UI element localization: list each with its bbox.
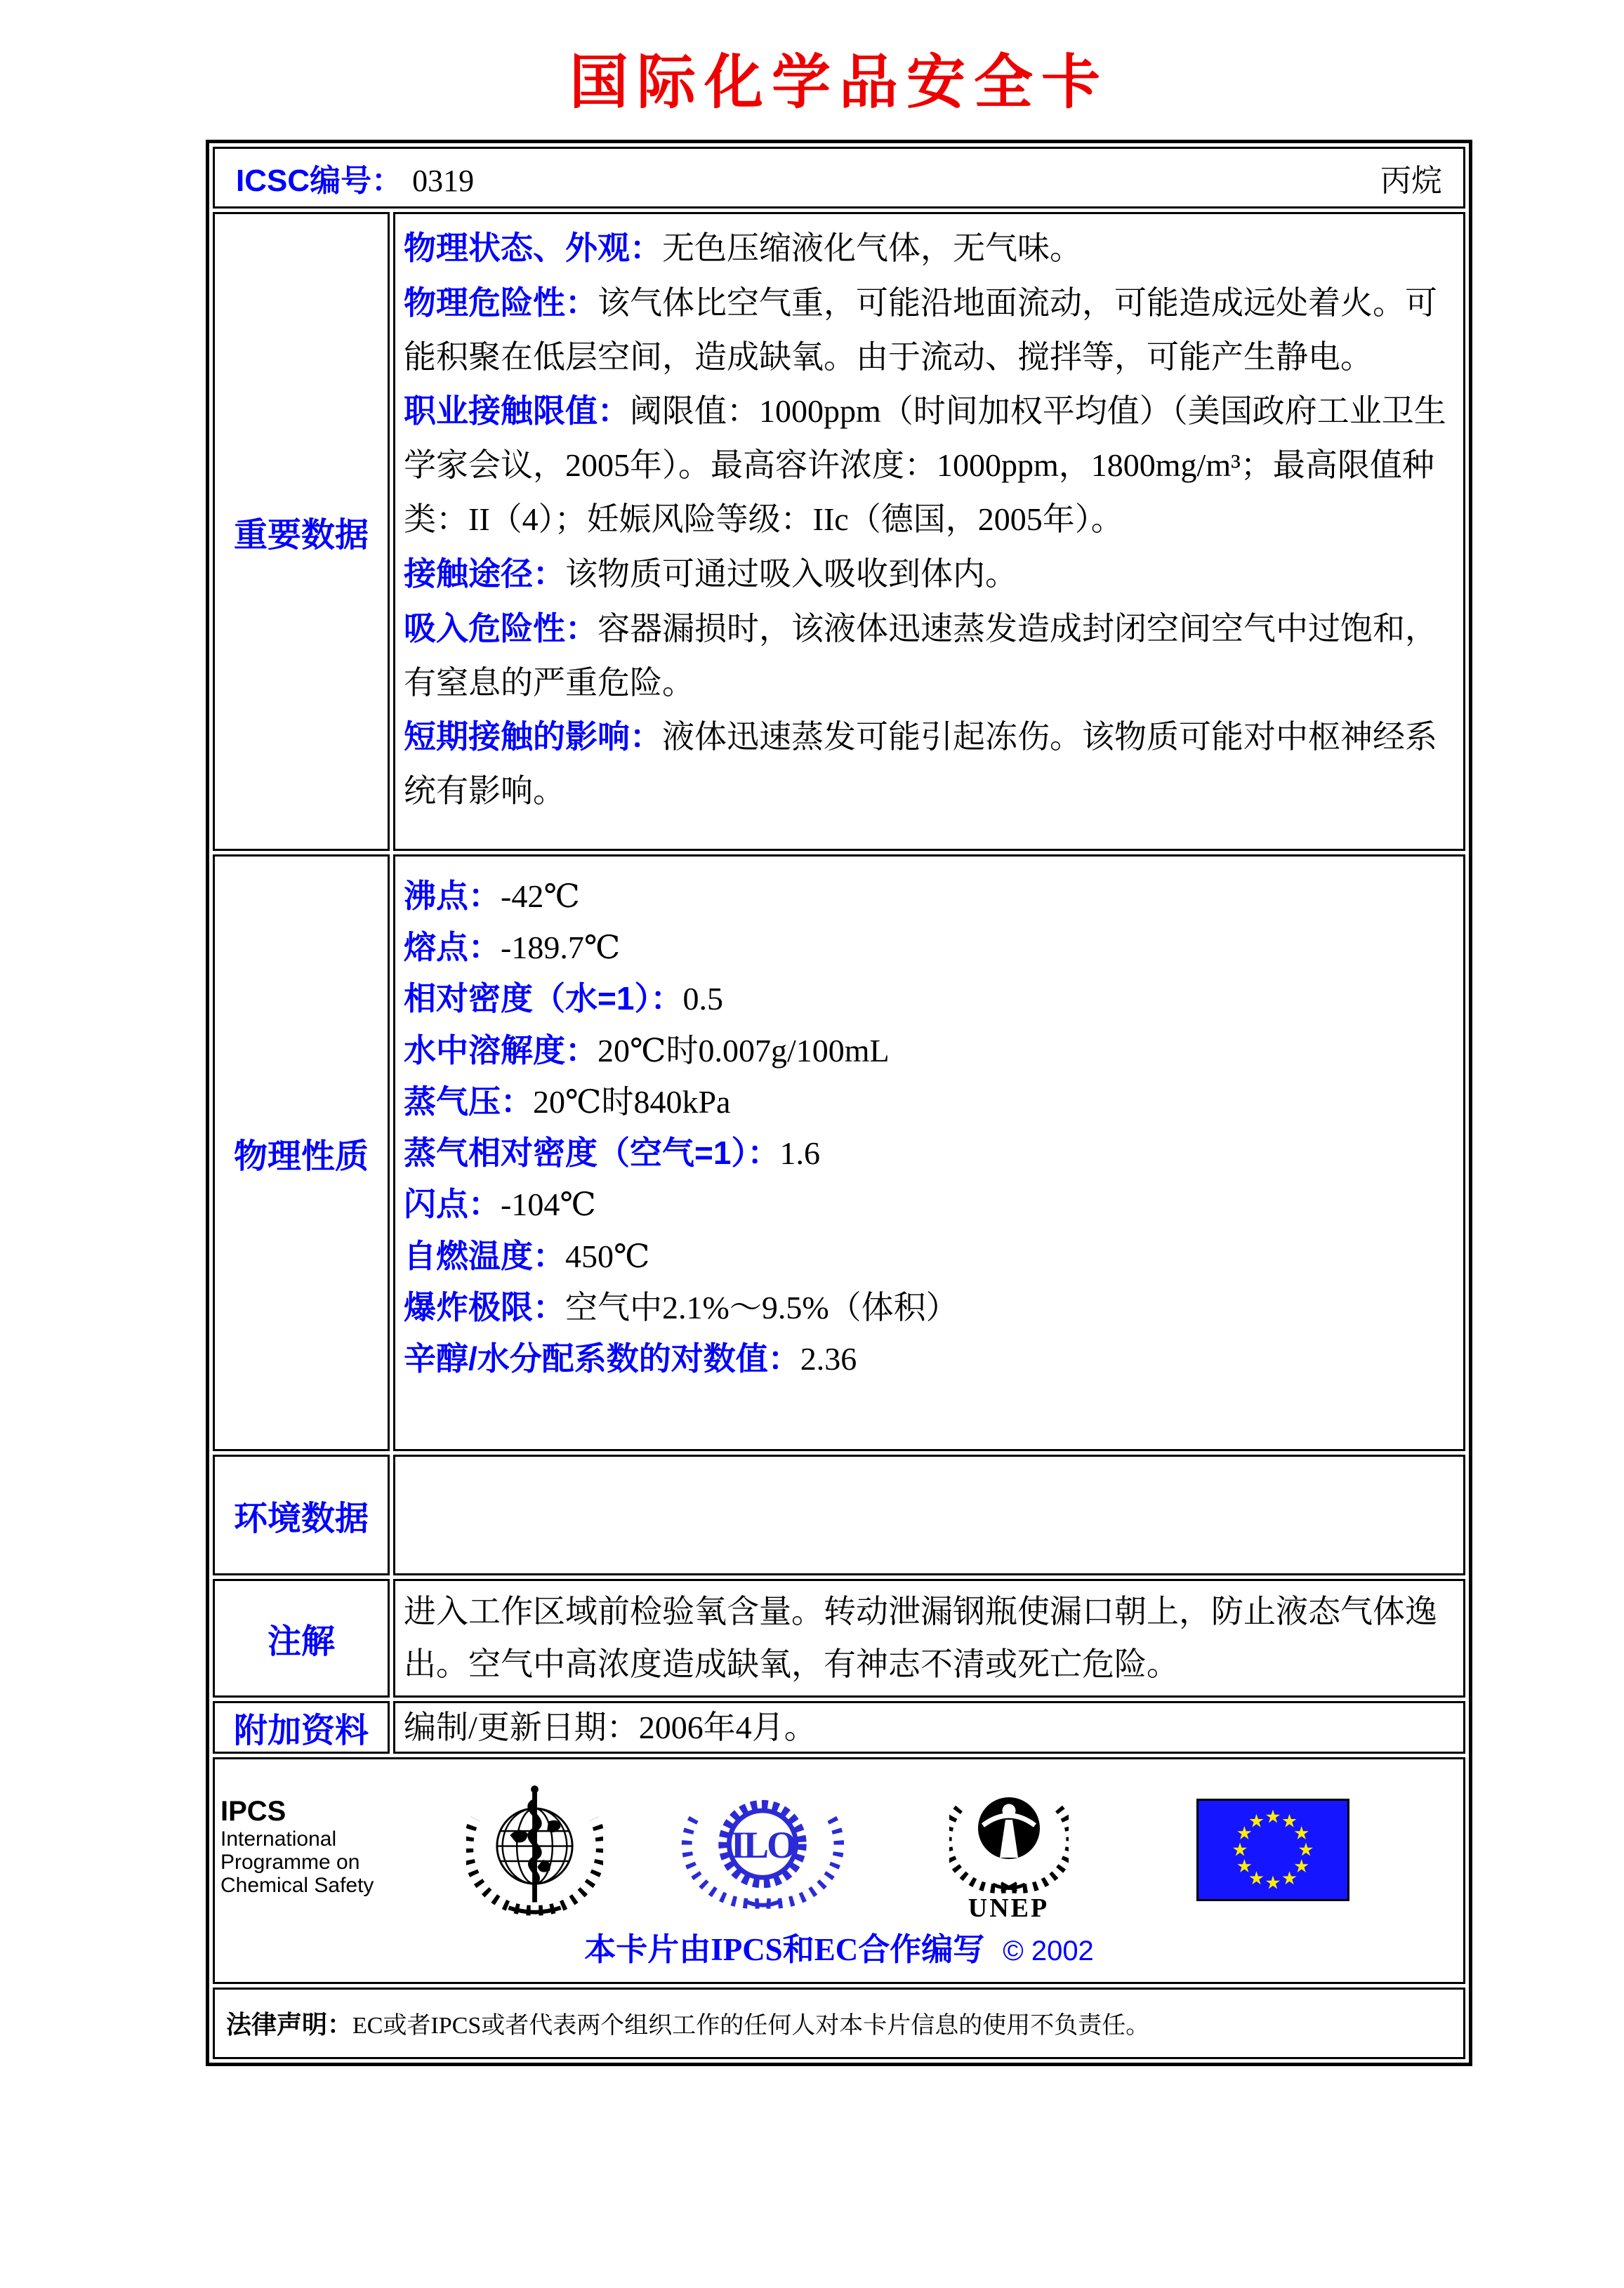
additional-info-row xyxy=(213,1701,1465,1754)
unep-label: UNEP xyxy=(968,1893,1050,1923)
important-data-row xyxy=(213,212,1465,851)
data-item-physical-danger xyxy=(404,276,1452,385)
property-autoignition-temperature xyxy=(404,1231,1452,1282)
important-data-content-cell xyxy=(393,212,1465,851)
property-value: 空气中2.1%～9.5%（体积） xyxy=(565,1289,958,1325)
property-melting-point xyxy=(404,922,1452,973)
data-item-label: 职业接触限值： xyxy=(404,392,630,430)
logos-cell xyxy=(213,1757,1465,1984)
icsc-number-value: 0319 xyxy=(412,164,475,198)
property-value: -189.7℃ xyxy=(501,930,621,966)
header-row xyxy=(213,147,1465,209)
unep-logo-block xyxy=(944,1778,1074,1924)
additional-info-text: 编制/更新日期：2006年4月。 xyxy=(404,1709,817,1745)
ipcs-subtitle-line2: Programme on xyxy=(220,1850,360,1874)
section-label-additional-info: 附加资料 xyxy=(233,1712,369,1750)
property-label: 爆炸极限： xyxy=(404,1288,565,1325)
data-item-label: 短期接触的影响： xyxy=(404,718,662,755)
property-label: 沸点： xyxy=(404,878,501,914)
icsc-header-cell xyxy=(213,147,1465,209)
property-value: 0.5 xyxy=(682,981,723,1017)
property-value: 1.6 xyxy=(779,1135,820,1172)
environmental-data-row xyxy=(213,1455,1465,1575)
ipcs-title: IPCS xyxy=(220,1795,286,1827)
notes-text: 进入工作区域前检验氧含量。转动泄漏钢瓶使漏口朝上，防止液态气体逸出。空气中高浓度造成缺氧，有神志不清或死亡危险。 xyxy=(404,1594,1437,1683)
notes-row xyxy=(213,1579,1465,1698)
icsc-page xyxy=(0,35,1624,2066)
legal-notice-label: 法律声明： xyxy=(226,2010,353,2039)
legal-row xyxy=(213,1988,1465,2059)
property-value: 2.36 xyxy=(800,1340,857,1377)
ilo-logo-icon xyxy=(677,1786,849,1909)
important-data-label-cell xyxy=(213,212,390,851)
property-label: 蒸气压： xyxy=(404,1083,533,1120)
legal-cell xyxy=(213,1988,1465,2059)
property-octanol-water-partition xyxy=(404,1333,1452,1384)
logos-line xyxy=(215,1766,1463,1924)
section-label-notes: 注解 xyxy=(267,1622,335,1660)
property-label: 自燃温度： xyxy=(404,1237,565,1274)
ilo-monogram-text: ILO xyxy=(730,1823,795,1866)
property-value: 20℃时0.007g/100mL xyxy=(598,1032,890,1069)
data-item-short-term-effects xyxy=(404,710,1452,819)
data-item-label: 物理状态、外观： xyxy=(404,230,662,266)
ipcs-subtitle-line1: International xyxy=(220,1827,337,1851)
property-label: 相对密度（水=1）： xyxy=(404,980,683,1017)
property-value: 450℃ xyxy=(565,1238,650,1274)
data-item-label: 吸入危险性： xyxy=(404,609,598,647)
additional-info-label-cell xyxy=(213,1701,390,1754)
icsc-card-table xyxy=(206,140,1472,2066)
property-relative-density xyxy=(404,973,1452,1024)
data-item-text: 阈限值：1000ppm（时间加权平均值）（美国政府工业卫生学家会议，2005年）。最高容许浓度：1000ppm，1800mg/m³；最高限值种类：II（4）；妊娠风险等级：IIc（德国，2005年）。 xyxy=(404,393,1446,538)
data-item-occupational-limits xyxy=(404,384,1452,546)
property-label: 熔点： xyxy=(404,929,501,966)
data-item-text: 该气体比空气重，可能沿地面流动，可能造成远处着火。可能积聚在低层空间，造成缺氧。由于流动、搅拌等，可能产生静电。 xyxy=(404,284,1437,375)
section-label-environmental-data: 环境数据 xyxy=(233,1500,369,1538)
environmental-data-content-cell xyxy=(393,1455,1465,1575)
cooperation-caption: 本卡片由IPCS和EC合作编写 xyxy=(584,1931,985,1967)
additional-info-content-cell xyxy=(393,1701,1465,1754)
property-explosive-limits xyxy=(404,1282,1452,1333)
physical-properties-row xyxy=(213,854,1465,1451)
property-label: 辛醇/水分配系数的对数值： xyxy=(404,1340,800,1377)
property-label: 蒸气相对密度（空气=1）： xyxy=(404,1135,780,1172)
data-item-inhalation-risk xyxy=(404,602,1452,710)
property-vapor-relative-density xyxy=(404,1128,1452,1179)
caption-line xyxy=(215,1924,1463,1975)
data-item-label: 物理危险性： xyxy=(404,284,598,321)
property-label: 水中溶解度： xyxy=(404,1031,598,1069)
property-value: -104℃ xyxy=(501,1186,596,1223)
data-item-text: 液体迅速蒸发可能引起冻伤。该物质可能对中枢神经系统有影响。 xyxy=(404,719,1437,809)
ipcs-subtitle-line3: Chemical Safety xyxy=(220,1873,374,1897)
physical-properties-label-cell xyxy=(213,854,390,1451)
page-title: 国际化学品安全卡 xyxy=(569,51,1109,116)
legal-notice-text: EC或者IPCS或者代表两个组织工作的任何人对本卡片信息的使用不负责任。 xyxy=(352,2013,1150,2039)
data-item-text: 容器漏损时，该液体迅速蒸发造成封闭空间空气中过饱和，有窒息的严重危险。 xyxy=(404,610,1437,701)
logos-row xyxy=(213,1757,1465,1984)
notes-label-cell xyxy=(213,1579,390,1698)
environmental-data-label-cell xyxy=(213,1455,390,1575)
data-item-text: 无色压缩液化气体，无气味。 xyxy=(662,230,1082,266)
property-vapor-pressure xyxy=(404,1076,1452,1128)
property-boiling-point xyxy=(404,871,1452,922)
chemical-name: 丙烷 xyxy=(1380,164,1442,198)
unep-emblem-icon xyxy=(949,1778,1069,1893)
property-value: 20℃时840kPa xyxy=(533,1083,731,1120)
section-label-important-data: 重要数据 xyxy=(233,516,369,554)
notes-content-cell xyxy=(393,1579,1465,1698)
copyright-text: © 2002 xyxy=(1003,1935,1094,1966)
physical-properties-content-cell xyxy=(393,854,1465,1451)
icsc-number-label: ICSC编号： xyxy=(236,164,403,198)
ipcs-text-block xyxy=(215,1778,447,1897)
property-water-solubility xyxy=(404,1025,1452,1076)
data-item-physical-state xyxy=(404,221,1452,276)
property-flash-point xyxy=(404,1179,1452,1230)
eu-flag-icon xyxy=(1196,1799,1349,1901)
data-item-label: 接触途径： xyxy=(404,555,565,592)
section-label-physical-properties: 物理性质 xyxy=(233,1137,369,1175)
data-item-text: 该物质可通过吸入吸收到体内。 xyxy=(565,555,1017,592)
who-logo-icon xyxy=(466,1778,603,1918)
data-item-exposure-routes xyxy=(404,547,1452,602)
property-value: -42℃ xyxy=(501,878,580,914)
icsc-number-group xyxy=(236,155,474,200)
property-label: 闪点： xyxy=(404,1186,501,1223)
